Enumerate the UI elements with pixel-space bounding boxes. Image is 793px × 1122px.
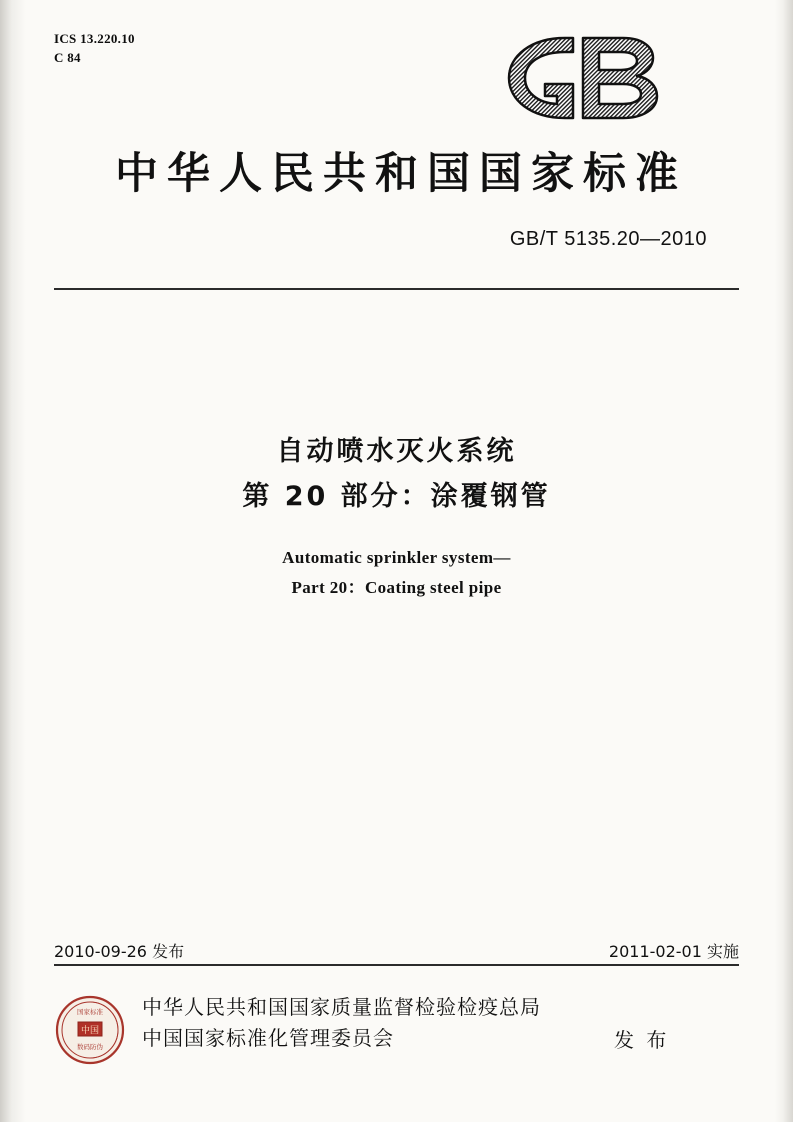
classification-code: C 84 — [54, 49, 81, 65]
subject-title-cn-line1: 自动喷水灭火系统 — [276, 436, 517, 467]
issuing-organizations — [142, 992, 541, 1054]
header-divider — [54, 288, 739, 290]
publish-label: 发 布 — [614, 1028, 670, 1052]
ics-classification-block — [54, 30, 135, 68]
anti-counterfeit-seal-icon — [54, 994, 126, 1066]
page-title: 中华人民共和国国家标准 — [115, 149, 687, 199]
svg-text:中国: 中国 — [80, 1026, 100, 1036]
gb-national-standard-logo — [495, 32, 670, 124]
subject-title-cn-line2: 第 20 部分：涂覆钢管 — [242, 480, 551, 512]
issue-date: 2010-09-26 发布 — [54, 942, 185, 961]
organization-line-2: 中国国家标准化管理委员会 — [142, 1026, 394, 1050]
standard-number: GB/T 5135.20—2010 — [509, 228, 707, 250]
subject-title-en-line2: Part 20：Coating steel pipe — [291, 577, 502, 597]
svg-text:数码防伪: 数码防伪 — [77, 1043, 103, 1051]
subject-block — [0, 430, 793, 603]
implementation-date: 2011-02-01 实施 — [608, 942, 739, 961]
publisher-footer — [54, 988, 739, 1078]
subject-title-en-line1: Automatic sprinkler system— — [282, 548, 511, 568]
ics-code: ICS 13.220.10 — [54, 31, 135, 46]
dates-row — [54, 936, 739, 966]
footer-divider — [54, 964, 739, 966]
svg-text:国家标准: 国家标准 — [77, 1008, 103, 1016]
organization-line-1: 中华人民共和国国家质量监督检验检疫总局 — [142, 995, 541, 1019]
